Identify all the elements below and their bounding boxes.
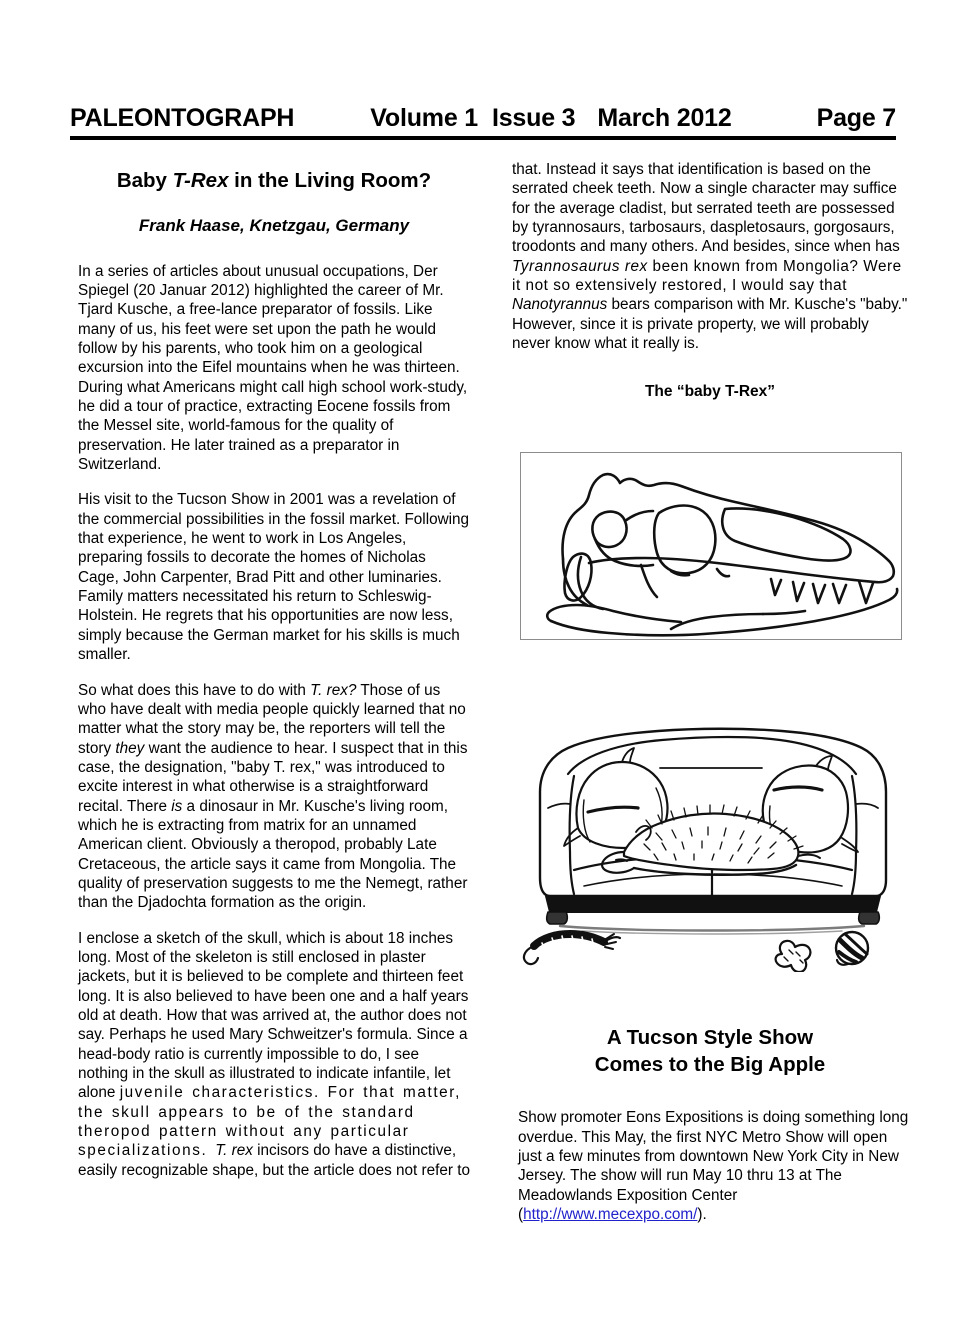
- p4-text-c: incisors do have a distinctive, easily recognizable shape, but the article does not refer to: [78, 1142, 471, 1179]
- left-column: [78, 160, 470, 1180]
- masthead: [70, 104, 896, 140]
- figure-caption-baby-trex: The “baby T-Rex”: [644, 383, 776, 401]
- paragraph-3: [78, 681, 470, 913]
- mecexpo-link[interactable]: http://www.mecexpo.com/: [523, 1206, 698, 1224]
- headline-italic-trex: T-Rex: [172, 169, 229, 192]
- headline2-line-1: A Tucson Style Show: [606, 1026, 814, 1049]
- publication-title: PALEONTOGRAPH: [70, 104, 295, 132]
- promo-text-b: ).: [697, 1206, 707, 1224]
- second-article-headline: [512, 1025, 908, 1078]
- paragraph-4: [78, 929, 470, 1180]
- promo-text-a: Show promoter Eons Expositions is doing something long overdue. This May, the first NYC Metro Show will open just a few minutes from downtown New York City in New Jersey. The show will run May 10 thru 13 at The Meadowlands Exposition Center (: [518, 1109, 909, 1224]
- headline-part-1: Baby: [116, 169, 173, 192]
- issue-date: March 2012: [597, 104, 732, 132]
- p4-italic-trex: T. rex: [215, 1142, 253, 1160]
- issue-label: Issue 3: [491, 104, 576, 132]
- p4-text-b-letterspaced: juvenile characteristics. For that matter, the skull appears to be of the standard theropod pattern without any particular specializations.: [78, 1084, 461, 1160]
- article-byline: Frank Haase, Knetzgau, Germany: [138, 215, 410, 235]
- right-paragraph-1: [512, 160, 908, 353]
- rp1-italic-tyrannosaurus-rex: Tyrannosaurus rex: [512, 257, 648, 275]
- paragraph-2: His visit to the Tucson Show in 2001 was a revelation of the commercial possibilities in the fossil market. Following that experience, he went to work in Los Angeles, preparing fossils to decorate the homes of Nicholas Cage, John Carpenter, Brad Pitt and other luminaries. Family matters necessitated his return to Schleswig-Holstein. He regrets that his opportunities are now less, simply because the German market for his skills is much smaller.: [78, 491, 470, 664]
- skull-figure: [520, 452, 902, 640]
- rp1-text-b: been known from Mongolia? Were it not so extensively restored, I would say that: [512, 257, 902, 295]
- rp1-italic-nanotyrannus: Nanotyrannus: [512, 296, 608, 314]
- p4-text-a: I enclose a sketch of the skull, which is about 18 inches long. Most of the skeleton is still enclosed in plaster jackets, but it is believed to be complete and thirteen feet long. It is also believed to have been one and a half years old at death. How that was arrived at, the author does not say. Perhaps he used Mary Schweitzer's formula. Since a head-body ratio is currently impossible to do, I see nothing in the skull as illustrated to indicate infantile, let alone: [78, 929, 469, 1102]
- p3-italic-is: is: [171, 797, 183, 815]
- p3-text-b: Those of us who have dealt with media people quickly learned that no matter what the story may be, the reporters will tell the story: [78, 681, 466, 757]
- rp1-text-a: that. Instead it says that identification is based on the serrated cheek teeth. Now a single character may suffice for the average cladist, but serrated teeth are possessed by tyrannosaurs, tarbosaurs, daspletosaurs, gorgosaurs, troodonts and many others. And besides, since when has: [512, 161, 900, 256]
- p3-text-c: want the audience to hear. I suspect that in this case, the designation, "baby T. rex," was introduced to excite interest in what otherwise is a straightforward recital. There: [78, 739, 468, 815]
- right-column: [512, 160, 908, 414]
- paragraph-1: In a series of articles about unusual occupations, Der Spiegel (20 Januar 2012) highlighted the career of Mr. Tjard Kusche, a free-lance preparator of fossils. Like many of us, his feet were set upon the path he would follow by his parents, who took him on a geological excursion into the Eifel mountains when he was thirteen. During what Americans might call high school work-study, he did a tour of practice, extracting Eocene fossils from the Messel site, world-famous for the quality of preservation. He later trained as a preparator in Switzerland.: [78, 262, 468, 474]
- headline-part-2: in the Living Room?: [228, 169, 432, 192]
- couch-figure: [512, 700, 912, 972]
- p3-italic-they: they: [115, 739, 145, 757]
- p3-text-d: a dinosaur in Mr. Kusche's living room, which he is extracting from matrix for an unnamed American client. Obviously a theropod, probably Late Cretaceous, the article says it came from Mongolia. The quality of preservation suggests to me the Nemegt, rather than the Djadochta formation as the origin.: [78, 797, 468, 912]
- promo-paragraph: [518, 1108, 914, 1224]
- headline2-line-2: Comes to the Big Apple: [594, 1052, 826, 1076]
- page-number: Page 7: [816, 104, 896, 132]
- theropod-skull-icon: [521, 453, 901, 639]
- volume-label: Volume 1: [370, 104, 478, 132]
- p3-italic-trex: T. rex?: [310, 681, 357, 699]
- rp1-text-c: bears comparison with Mr. Kusche's "baby." However, since it is private property, we will probably never know what it really is.: [512, 296, 908, 353]
- p3-text-a: So what does this have to do with: [78, 681, 311, 699]
- sofa-with-animal-icon: [512, 700, 912, 972]
- article-headline: [78, 168, 470, 194]
